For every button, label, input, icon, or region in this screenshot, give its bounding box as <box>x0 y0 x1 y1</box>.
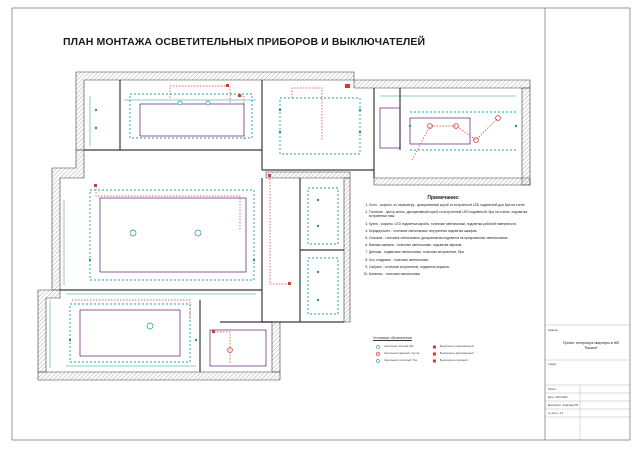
legend-title: Условные обозначения <box>373 336 412 340</box>
note-item: 6. Ванная комната - точечные светильники, подсветка зеркала. <box>369 243 536 248</box>
note-item: 10. Балконы - точечные светильники. <box>369 272 536 277</box>
notes-list <box>361 203 536 277</box>
legend-label: Выключатель двухклавишный <box>440 352 474 355</box>
legend-label: Светильник подвесной / люстра <box>384 352 420 355</box>
legend-label: Выключатель одноклавишный <box>440 345 474 348</box>
sheet-label: Проект <box>548 388 556 391</box>
customer-label: Заказчик <box>548 329 558 332</box>
switch-symbols <box>94 84 350 333</box>
stage-label: Стадия <box>548 363 557 366</box>
project-name: Проект интерьера квартиры в ЖК "Вишня" <box>562 341 620 350</box>
date-field: Дата - 2019-2020 г. <box>548 396 569 399</box>
note-item: 8. Хоз. кладовая - точечные светильники. <box>369 258 536 263</box>
note-item: 3. Кухня - софиты, LED подсветка короба, точечные светильники, подсветка рабочей поверхности. <box>369 222 536 227</box>
note-item: 7. Детская - подвесные светильники, точечные встроенные, бра. <box>369 250 536 255</box>
note-item: 9. Санузел - точечные встроенные, подсветка зеркала. <box>369 265 536 270</box>
sheet-number: № листа - 1/1 <box>548 412 563 415</box>
legend-label: Светильник потолочный / бра <box>384 359 417 362</box>
notes-heading: Примечание: <box>427 195 460 201</box>
note-item: 1. Холл - софиты, по периметру - декоративный короб со встроенной LED подсветкой для бра на стене. <box>369 203 536 208</box>
legend-label: Светильник точечный LED <box>384 345 414 348</box>
author-field: Выполнила - Ковалева И.В. <box>548 404 579 407</box>
note-item: 2. Гостиная - центр-споты, декоративный короб со встроенной LED подсветкой, бра на стенах, подсветка встроенных ниш. <box>369 210 536 219</box>
note-item: 5. Спальня - точечные светильники, декоративная подсветка на прикроватных светильниках. <box>369 236 536 241</box>
legend-label: Выключатель проходной <box>440 359 468 362</box>
note-item: 4. Коридор/холл - точечные светильники, внутренняя подсветка шкафов. <box>369 229 536 234</box>
page-title: ПЛАН МОНТАЖА ОСВЕТИТЕЛЬНЫХ ПРИБОРОВ И ВЫКЛЮЧАТЕЛЕЙ <box>63 36 426 48</box>
notes-block <box>361 196 536 279</box>
luminaire-symbols <box>130 101 210 329</box>
